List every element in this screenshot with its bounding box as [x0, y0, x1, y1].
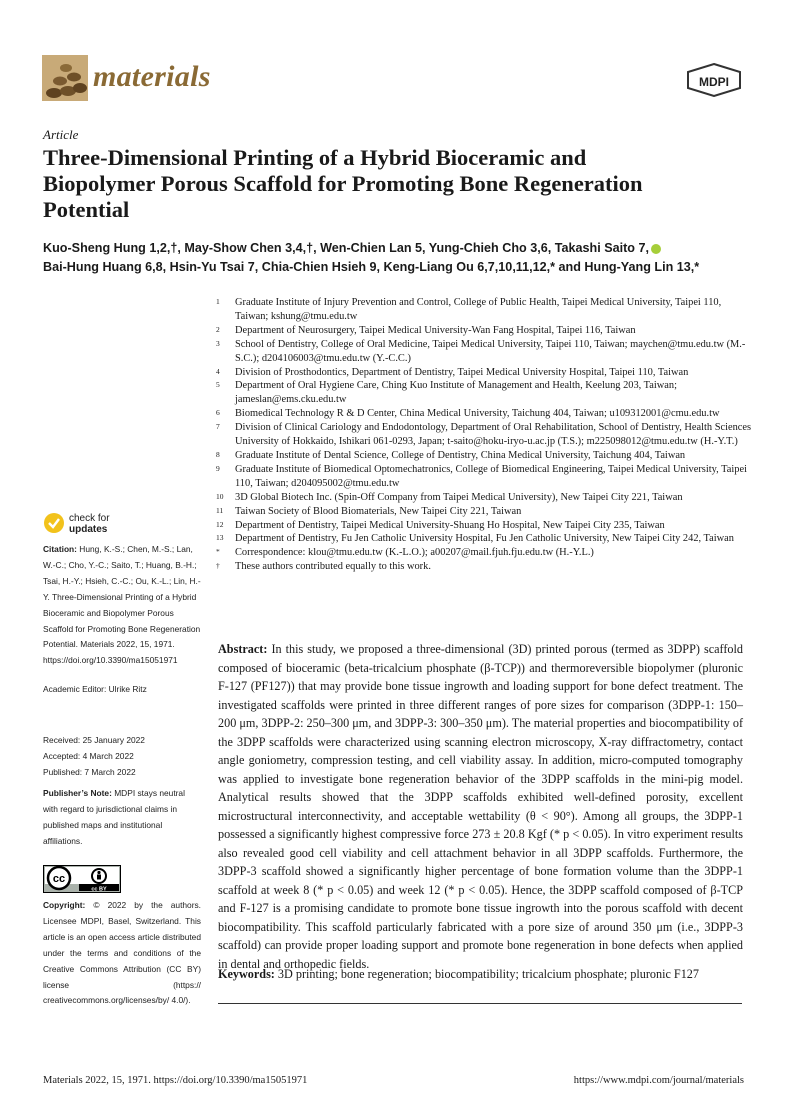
- affiliation-item: [214, 296, 754, 324]
- affiliation-number: 3: [216, 338, 220, 348]
- affiliation-text: Division of Clinical Cariology and Endodontology, Department of Oral Rehabilitation, School of Dentistry, Health Sciences University of Hokkaido, Ishikari 061-0293, Japan; t-saito@hoku-iryo-u.ac.jp (T.S.); m225098012@tmu.edu.tw (H.-Y.T.): [235, 422, 752, 448]
- affiliation-text: Department of Dentistry, Taipei Medical University-Shuang Ho Hospital, New Taipei City 235, Taiwan: [235, 519, 665, 531]
- affiliation-number: 12: [216, 519, 224, 529]
- check-updates-line1[interactable]: check for: [69, 513, 110, 524]
- affiliation-item: [214, 338, 754, 366]
- affiliation-text: Taiwan Society of Blood Biomaterials, New Taipei City 221, Taiwan: [235, 505, 522, 517]
- affiliation-item: [214, 491, 754, 505]
- publisher-note-label: Publisher’s Note:: [43, 788, 112, 798]
- affiliation-item: [214, 421, 754, 449]
- affiliation-text: Division of Prosthodontics, Department of Dentistry, Taipei Medical University Hospital, Taipei 110, Taiwan: [235, 366, 689, 378]
- authors-text-1: Kuo-Sheng Hung 1,2,†, May-Show Chen 3,4,†, Wen-Chien Lan 5, Yung-Chieh Cho 3,6, Takashi Saito 7,: [43, 241, 649, 255]
- affiliation-text: These authors contributed equally to this work.: [235, 561, 431, 573]
- abstract-block: [218, 640, 743, 973]
- publisher-logo-text: MDPI: [699, 75, 729, 89]
- copyright-label: Copyright:: [43, 900, 86, 910]
- journal-name: materials: [93, 60, 211, 93]
- citation-text: Hung, K.-S.; Chen, M.-S.; Lan, W.-C.; Cho, Y.-C.; Saito, T.; Huang, B.-H.; Tsai, H.-Y.; Hsieh, C.-C.; Ou, K.-L.; Lin, H.-Y. Three-Dimensional Printing of a Hybrid Bioceramic and Biopolymer Porous Scaffold for Promoting Bone Regeneration Potential. Materials 2022, 15, 1971. https://doi.org/10.3390/ma15051971: [43, 544, 201, 666]
- abstract-label: Abstract:: [218, 642, 268, 656]
- footer-journal-url[interactable]: https://www.mdpi.com/journal/materials: [573, 1075, 744, 1086]
- section-divider: [218, 1003, 742, 1004]
- abstract-text: In this study, we proposed a three-dimensional (3D) printed porous (termed as 3DPP) scaffold composed of bioceramic (beta-tricalcium phosphate (β-TCP)) and thermoreversible biopolymer (pluronic F-127 (PF127)) that may provide bone tissue ingrowth and loading support for bone defect treatment. The investigated scaffolds were printed in three different ranges of pore sizes for comparison (3DPP-1: 150–200 μm, 3DPP-2: 250–300 μm, and 3DPP-3: 300–350 μm). The material properties and biocompatibility of the 3DPP scaffolds were characterized using scanning electron microscopy, X-ray diffractometry, contact angle goniometry, compression testing, and cell viability assay. In addition, micro-computed tomography was applied to investigate bone regeneration behavior of the 3DPP scaffolds in the mini-pig model. Analytical results showed that the 3DPP scaffolds exhibited well-defined porosity, excellent microstructural interconnectivity, and acceptable wettability (θ < 90°). Among all groups, the 3DPP-1 possessed a significantly highest compressive force 273 ± 20.8 Kgf (* p < 0.05). In vitro experiment results also revealed good cell viability and cell attachment behavior in all 3DPP scaffolds. Furthermore, the 3DPP-3 scaffold showed a significantly higher percentage of bone formation volume than the 3DPP-1 scaffold at week 8 (* p < 0.05) and week 12 (* p < 0.05). Hence, the 3DPP scaffold composed of β-TCP and F-127 is a promising candidate to promote bone tissue ingrowth into the porous scaffold with decent biocompatibility. This scaffold particularly fabricated with a pore size of around 350 μm (i.e., 3DPP-3 scaffold) can provide proper loading support and promote bone regeneration in bone defects when applied in dental and orthopedic fields.: [218, 642, 743, 971]
- affiliation-number: 11: [216, 505, 224, 515]
- affiliation-text: Department of Neurosurgery, Taipei Medical University-Wan Fang Hospital, Taipei 116, Taiwan: [235, 324, 636, 336]
- affiliation-number: †: [216, 561, 220, 571]
- citation-label: Citation:: [43, 544, 77, 554]
- affiliation-number: 1: [216, 297, 220, 306]
- affiliation-item: [214, 407, 754, 421]
- affiliations-list: [214, 296, 754, 574]
- publisher-note-text: MDPI stays neutral with regard to jurisdictional claims in published maps and institutional affiliations.: [43, 788, 185, 846]
- citation-block: [43, 542, 201, 669]
- affiliation-text: Graduate Institute of Injury Prevention and Control, College of Public Health, Taipei Medical University, Taipei 110, Taiwan; kshung@tmu.edu.tw: [235, 297, 722, 322]
- svg-text:cc: cc: [52, 873, 66, 885]
- keywords-block: [218, 965, 743, 983]
- affiliation-item: [214, 560, 754, 574]
- affiliation-item: [214, 546, 754, 560]
- affiliation-item: [214, 366, 754, 380]
- affiliation-number: 13: [216, 533, 224, 543]
- affiliation-item: [214, 449, 754, 463]
- affiliation-item: [214, 463, 754, 491]
- affiliation-item: [214, 505, 754, 519]
- affiliation-text: Department of Dentistry, Fu Jen Catholic University Hospital, Fu Jen Catholic University, New Taipei City 242, Taiwan: [235, 533, 734, 545]
- copyright-text: © 2022 by the authors. Licensee MDPI, Basel, Switzerland. This article is an open access article distributed under the terms and conditions of the Creative Commons Attribution (CC BY) license (https:// creativecommons.org/licenses/by/ 4.0/).: [43, 900, 202, 1006]
- affiliation-number: 7: [216, 422, 220, 432]
- author-line-2: [43, 258, 748, 277]
- affiliation-number: 6: [216, 408, 220, 418]
- publisher-note: [43, 786, 201, 850]
- affiliation-number: 5: [216, 380, 220, 390]
- affiliation-text: Graduate Institute of Dental Science, College of Dentistry, China Medical University, Taichung 404, Taiwan: [235, 449, 686, 461]
- check-updates-line2[interactable]: updates: [69, 524, 108, 535]
- keywords-text: 3D printing; bone regeneration; biocompatibility; tricalcium phosphate; pluronic F127: [277, 967, 699, 981]
- affiliation-text: Department of Oral Hygiene Care, Ching Kuo Institute of Management and Health, Keelung 203, Taiwan; jameslan@ems.cku.edu.tw: [235, 380, 678, 406]
- affiliation-item: [214, 519, 754, 533]
- affiliation-number: 4: [216, 366, 220, 376]
- affiliation-text: Biomedical Technology R & D Center, China Medical University, Taichung 404, Taiwan; u109312001@cmu.edu.tw: [235, 408, 720, 420]
- orcid-icon[interactable]: [651, 244, 661, 254]
- cc-by-license-icon[interactable]: [43, 865, 121, 893]
- affiliation-number: *: [216, 547, 220, 557]
- affiliation-number: 10: [216, 491, 224, 501]
- affiliation-text: Correspondence: klou@tmu.edu.tw (K.-L.O.); a00207@mail.fjuh.fju.edu.tw (H.-Y.L.): [235, 547, 594, 559]
- authors-text-2: Bai-Hung Huang 6,8, Hsin-Yu Tsai 7, Chia-Chien Hsieh 9, Keng-Liang Ou 6,7,10,11,12,* and Hung-Yang Lin 13,*: [43, 260, 700, 274]
- journal-logo-icon: [42, 55, 88, 101]
- footer-citation[interactable]: Materials 2022, 15, 1971. https://doi.org/10.3390/ma15051971: [43, 1075, 308, 1086]
- affiliation-text: Graduate Institute of Biomedical Optomechatronics, College of Biomedical Engineering, Taipei Medical University, Taipei 110, Taiwan; d204095002@tmu.edu.tw: [235, 463, 747, 489]
- svg-text:cc BY: cc BY: [91, 886, 107, 893]
- affiliation-item: [214, 532, 754, 546]
- keywords-label: Keywords:: [218, 967, 275, 981]
- affiliation-item: [214, 324, 754, 338]
- affiliation-number: 8: [216, 449, 220, 459]
- published-date: Published: 7 March 2022: [43, 766, 136, 777]
- article-title: Three-Dimensional Printing of a Hybrid Bioceramic and Biopolymer Porous Scaffold for Promoting Bone Regeneration Potential: [43, 145, 643, 222]
- affiliation-text: School of Dentistry, College of Oral Medicine, Taipei Medical University, Taipei 110, Taiwan; maychen@tmu.edu.tw (M.-S.C.); d204106003@tmu.edu.tw (Y.-C.C.): [235, 338, 746, 364]
- affiliation-text: 3D Global Biotech Inc. (Spin-Off Company from Taipei Medical University), New Taipei City 221, Taiwan: [235, 491, 683, 503]
- affiliation-number: 9: [216, 463, 220, 473]
- author-line-1: [43, 239, 748, 258]
- affiliation-number: 2: [216, 324, 220, 334]
- author-list: [43, 239, 748, 277]
- dates-block: [43, 733, 201, 781]
- check-updates-icon[interactable]: [43, 512, 65, 534]
- article-type: Article: [43, 127, 79, 142]
- accepted-date: Accepted: 4 March 2022: [43, 750, 134, 761]
- academic-editor: Academic Editor: Ulrike Ritz: [43, 684, 147, 694]
- affiliation-item: [214, 379, 754, 407]
- copyright-block: [43, 898, 201, 1009]
- received-date: Received: 25 January 2022: [43, 735, 145, 745]
